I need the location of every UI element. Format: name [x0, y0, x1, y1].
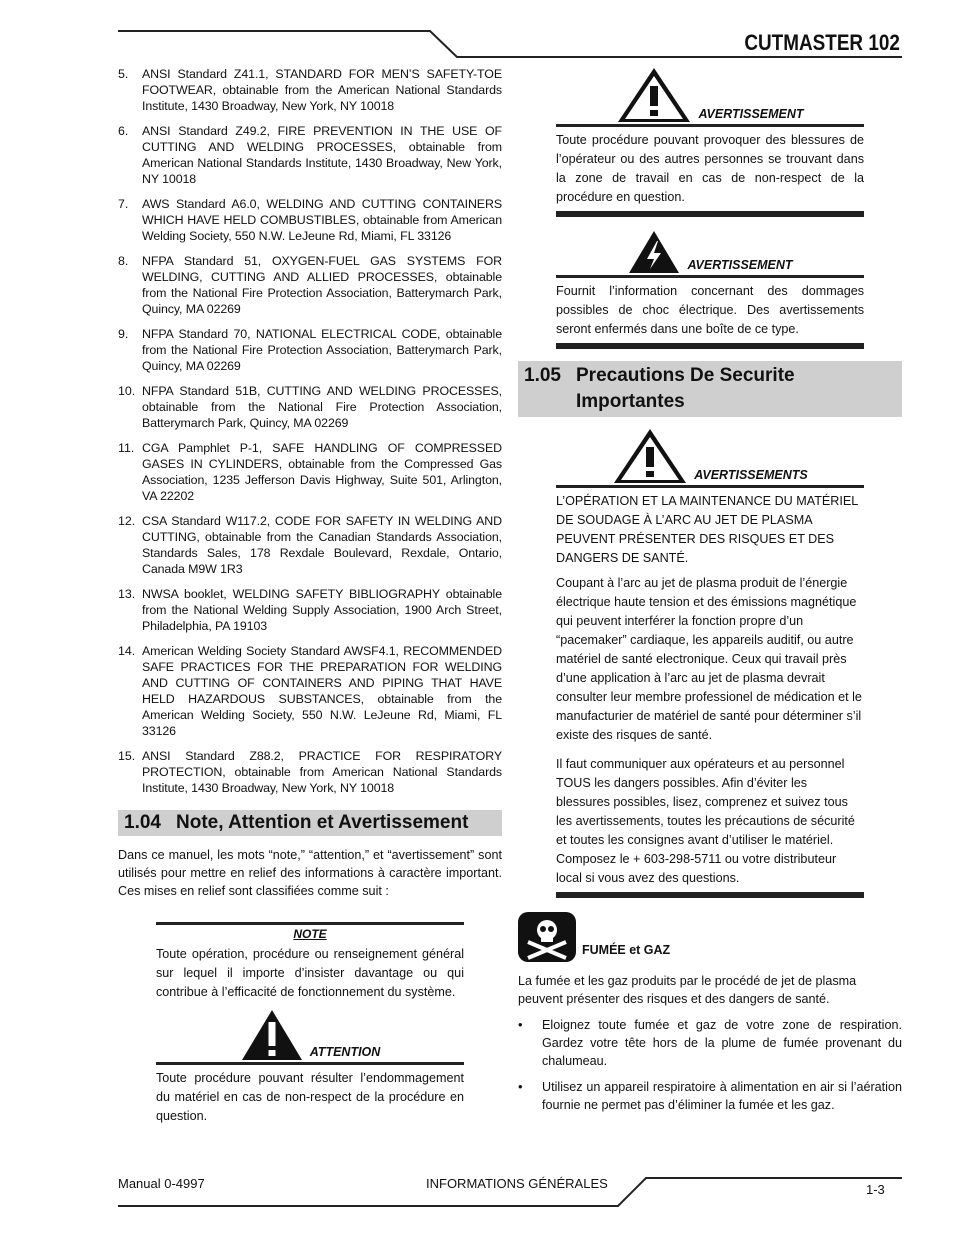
warning-triangle-icon	[616, 66, 692, 124]
skull-crossbones-icon	[518, 912, 576, 962]
bullet-icon: •	[518, 1017, 523, 1032]
section-heading-105	[518, 361, 902, 417]
warning-box-injury	[556, 66, 864, 217]
reference-number: 14.	[118, 644, 136, 658]
fumes-bullets	[518, 1016, 902, 1114]
reference-text: NWSA booklet, WELDING SAFETY BIBLIOGRAPHY obtainable from the National Welding Supply Association, 1900 Arch Street, Philadelphia, PA 19103	[142, 587, 502, 633]
bullet-text: Utilisez un appareil respiratoire à alimentation en air si l’aération fournie ne permet pas d’éliminer la fumée et les gaz.	[542, 1080, 902, 1112]
fumes-heading	[518, 912, 902, 962]
warning-box-electric	[556, 229, 864, 349]
footer-section: INFORMATIONS GÉNÉRALES	[426, 1176, 608, 1191]
fumes-text: La fumée et les gaz produits par le procédé de jet de plasma peuvent présenter des risques et des dangers de santé.	[518, 974, 857, 1006]
reference-item	[118, 586, 502, 634]
reference-number: 11.	[118, 441, 135, 455]
left-column	[118, 66, 502, 1126]
reference-text: CGA Pamphlet P-1, SAFE HANDLING OF COMPRESSED GASES IN CYLINDERS, obtainable from the Compressed Gas Association, 1235 Jefferson Davis Highway, Suite 501, Arlington, VA 22202	[142, 441, 502, 503]
reference-number: 13.	[118, 587, 136, 601]
warning-label-1: AVERTISSEMENT	[698, 107, 804, 121]
attention-text: Toute procédure pouvant résulter l’endommagement du matériel en cas de non-respect de la procédure en question.	[156, 1071, 464, 1123]
reference-item	[118, 196, 502, 244]
warnings-box-health	[556, 427, 864, 898]
warning-triangle-icon	[240, 1008, 304, 1062]
reference-number: 8.	[118, 254, 129, 268]
reference-item	[118, 253, 502, 317]
bullet-icon: •	[518, 1079, 523, 1094]
warnings-para-2: Coupant à l’arc au jet de plasma produit de l’énergie électrique haute tension et des émissions magnétique qui peuvent interférer la fonction propre d’un “pacemaker” cardiaque, les appareils auditif, ou autre matériel de santé electronique. Ceux qui travail près d’une application à l’arc au jet de plasma devrait consulter leur membre professionel de médication et le manufacturier de matériel de santé pour déterminer s’il existe des risques de santé.	[556, 576, 862, 742]
right-column	[518, 66, 902, 1122]
section-number: 1.04	[124, 812, 161, 833]
warning-text-1: Toute procédure pouvant provoquer des blessures de l’opérateur ou des autres personnes se trouvant dans la zone de travail en cas de non-respect de la procédure en question.	[556, 133, 864, 204]
section-title-line2: Importantes	[576, 391, 685, 412]
reference-text: ANSI Standard Z88.2, PRACTICE FOR RESPIRATORY PROTECTION, obtainable from American National Standards Institute, 1430 Broadway, New York, NY 10018	[142, 749, 502, 795]
reference-text: American Welding Society Standard AWSF4.1, RECOMMENDED SAFE PRACTICES FOR THE PREPARATION FOR WELDING AND CUTTING OF CONTAINERS AND PIPING THAT HAVE HELD HAZARDOUS SUBSTANCES, obtainable from the American Welding Society, 550 N.W. LeJeune Rd, Miami, FL 33126	[142, 644, 502, 738]
warnings-para-1: L’OPÉRATION ET LA MAINTENANCE DU MATÉRIEL DE SOUDAGE À L’ARC AU JET DE PLASMA PEUVENT PRÉSENTER DES RISQUES ET DES DANGERS DE SANTÉ.	[556, 494, 858, 565]
reference-item	[118, 513, 502, 577]
section-heading-104	[118, 810, 502, 836]
reference-item	[118, 643, 502, 739]
bullet-item	[518, 1078, 902, 1114]
reference-item	[118, 748, 502, 796]
model-title: CUTMASTER 102	[744, 30, 900, 55]
reference-text: NFPA Standard 70, NATIONAL ELECTRICAL CODE, obtainable from the National Fire Protection Association, Batterymarch Park, Quincy, MA 02269	[142, 327, 502, 373]
bullet-item	[518, 1016, 902, 1070]
warnings-para-3: Il faut communiquer aux opérateurs et au personnel TOUS les dangers possibles. Afin d’éviter les blessures possibles, lisez, comprenez et suivez tous les avertissements, toutes les précautions de sécurité et toutes les consignes avant d’utiliser le matériel. Composez le + 603-298-5711 ou votre distributeur local si vous avez des questions.	[556, 757, 855, 885]
reference-item	[118, 326, 502, 374]
warning-label-2: AVERTISSEMENT	[687, 258, 793, 272]
section-title: Note, Attention et Avertissement	[176, 812, 469, 833]
reference-text: AWS Standard A6.0, WELDING AND CUTTING CONTAINERS WHICH HAVE HELD COMBUSTIBLES, obtainable from American Welding Society, 550 N.W. LeJeune Rd, Miami, FL 33126	[142, 197, 502, 243]
note-text: Toute opération, procédure ou renseignement général sur lequel il importe d’insister davantage ou qui contribue à l’efficacité de fonctionnement du système.	[156, 947, 464, 999]
note-label: NOTE	[156, 922, 464, 941]
attention-label: ATTENTION	[309, 1045, 381, 1059]
reference-text: NFPA Standard 51B, CUTTING AND WELDING PROCESSES, obtainable from the National Fire Protection Association, Batterymarch Park, Quincy, MA 02269	[142, 384, 502, 430]
attention-box	[156, 1008, 464, 1126]
reference-text: NFPA Standard 51, OXYGEN-FUEL GAS SYSTEMS FOR WELDING, CUTTING AND ALLIED PROCESSES, obtainable from the National Fire Protection Association, Batterymarch Park, Quincy, MA 02269	[142, 254, 502, 316]
reference-item	[118, 383, 502, 431]
manual-number: Manual 0-4997	[118, 1176, 205, 1191]
reference-number: 15.	[118, 749, 136, 763]
warning-text-2: Fournit l’information concernant des dommages possibles de choc électrique. Des avertissements seront enfermés dans une boîte de ce type.	[556, 284, 864, 336]
section-intro: Dans ce manuel, les mots “note,” “attention,” et “avertissement” sont utilisés pour mettre en relief des informations à caractère important. Ces mises en relief sont classifiées comme suit :	[118, 848, 502, 898]
bullet-text: Eloignez toute fumée et gaz de votre zone de respiration. Gardez votre tête hors de la plume de fumée provenant du chalumeau.	[542, 1018, 902, 1068]
reference-number: 5.	[118, 67, 129, 81]
fumes-label: FUMÉE et GAZ	[582, 943, 671, 957]
reference-item	[118, 440, 502, 504]
reference-number: 7.	[118, 197, 129, 211]
warnings-label: AVERTISSEMENTS	[694, 468, 808, 482]
electric-shock-icon	[627, 229, 681, 275]
note-box	[156, 922, 464, 1002]
reference-number: 10.	[118, 384, 136, 398]
reference-number: 9.	[118, 327, 129, 341]
reference-text: ANSI Standard Z41.1, STANDARD FOR MEN’S SAFETY-TOE FOOTWEAR, obtainable from the American National Standards Institute, 1430 Broadway, New York, NY 10018	[142, 67, 502, 113]
reference-item	[118, 123, 502, 187]
warning-triangle-icon	[612, 427, 688, 485]
page-number: 1-3	[866, 1182, 885, 1197]
reference-text: ANSI Standard Z49.2, FIRE PREVENTION IN THE USE OF CUTTING AND WELDING PROCESSES, obtainable from American National Standards Institute, 1430 Broadway, New York, NY 10018	[142, 124, 502, 186]
reference-list	[118, 66, 502, 796]
section-title-line1: Precautions De Securite	[576, 365, 795, 386]
reference-number: 12.	[118, 514, 136, 528]
reference-item	[118, 66, 502, 114]
reference-text: CSA Standard W117.2, CODE FOR SAFETY IN WELDING AND CUTTING, obtainable from the Canadian Standards Association, Standards Sales, 178 Rexdale Boulevard, Rexdale, Ontario, Canada M9W 1R3	[142, 514, 502, 576]
reference-number: 6.	[118, 124, 129, 138]
section-number: 1.05	[524, 365, 561, 386]
